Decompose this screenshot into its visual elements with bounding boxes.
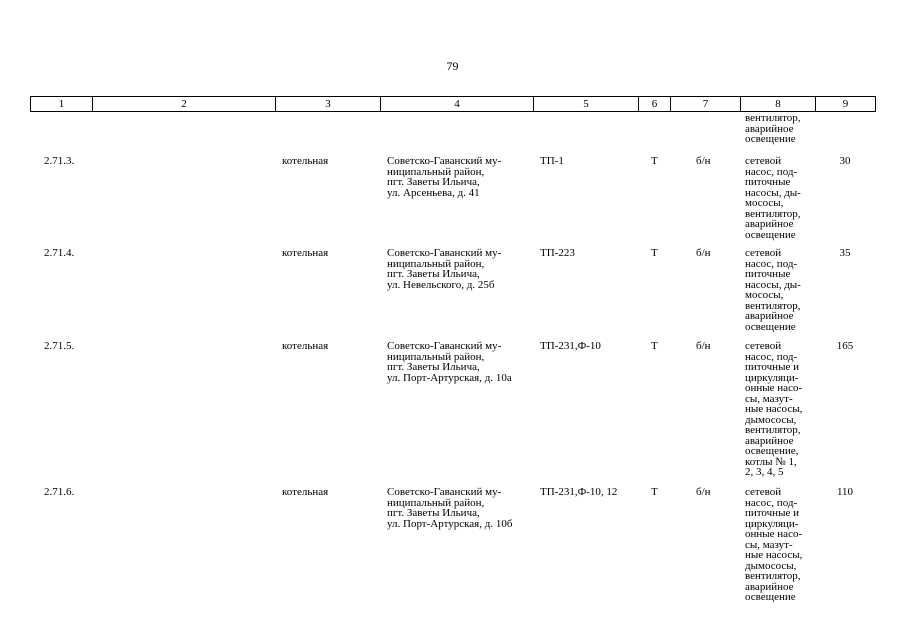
row-number: 2.71.3. xyxy=(44,155,75,167)
header-col-8: 8 xyxy=(741,97,816,111)
header-col-7: 7 xyxy=(671,97,741,111)
power-value: 165 xyxy=(836,340,854,352)
table-header xyxy=(30,96,876,112)
header-col-9: 9 xyxy=(842,98,849,110)
object-address: Советско-Гаванский му- ниципальный район, пгт. Заветы Ильича, ул. Порт-Артурская, д. 10б xyxy=(387,486,513,530)
header-col-1: 1 xyxy=(31,97,93,111)
category: Т xyxy=(651,155,658,167)
object-address: Советско-Гаванский му- ниципальный район, пгт. Заветы Ильича, ул. Невельского, д. 25б xyxy=(387,247,502,291)
power-value: 35 xyxy=(839,247,851,259)
object-address: Советско-Гаванский му- ниципальный район, пгт. Заветы Ильича, ул. Порт-Артурская, д. 10а xyxy=(387,340,512,384)
meter: б/н xyxy=(696,155,711,167)
page-number: 79 xyxy=(446,59,459,73)
substation: ТП-231,Ф-10, 12 xyxy=(540,486,618,498)
header-col-4: 4 xyxy=(381,97,534,111)
equipment-list: сетевой насос, под- питочные насосы, ды- мососы, вентилятор, аварийное освещение xyxy=(745,155,801,241)
object-type: котельная xyxy=(282,486,329,498)
meter: б/н xyxy=(696,247,711,259)
header-col-6: 6 xyxy=(639,97,671,111)
substation: ТП-231,Ф-10 xyxy=(540,340,601,352)
equipment-list: сетевой насос, под- питочные и циркуляци- онные насо- сы, мазут- ные насосы, дымососы, вентилятор, аварийное освещение, котлы № 1, 2, 3, 4, 5 xyxy=(745,340,803,478)
meter: б/н xyxy=(696,486,711,498)
row-number: 2.71.4. xyxy=(44,247,75,259)
header-col-2: 2 xyxy=(93,97,276,111)
row-number: 2.71.6. xyxy=(44,486,75,498)
header-col-3: 3 xyxy=(276,97,381,111)
category: Т xyxy=(651,340,658,352)
continuation-equipment: вентилятор, аварийное освещение xyxy=(745,112,801,145)
header-col-5: 5 xyxy=(534,97,639,111)
category: Т xyxy=(651,486,658,498)
substation: ТП-1 xyxy=(540,155,564,167)
object-type: котельная xyxy=(282,155,329,167)
equipment-list: сетевой насос, под- питочные и циркуляци- онные насо- сы, мазут- ные насосы, дымососы, вентилятор, аварийное освещение xyxy=(745,486,803,603)
power-value: 110 xyxy=(836,486,854,498)
row-number: 2.71.5. xyxy=(44,340,75,352)
power-value: 30 xyxy=(839,155,851,167)
object-type: котельная xyxy=(282,340,329,352)
meter: б/н xyxy=(696,340,711,352)
substation: ТП-223 xyxy=(540,247,575,259)
equipment-list: сетевой насос, под- питочные насосы, ды- мососы, вентилятор, аварийное освещение xyxy=(745,247,801,333)
object-type: котельная xyxy=(282,247,329,259)
object-address: Советско-Гаванский му- ниципальный район, пгт. Заветы Ильича, ул. Арсеньева, д. 41 xyxy=(387,155,502,199)
category: Т xyxy=(651,247,658,259)
